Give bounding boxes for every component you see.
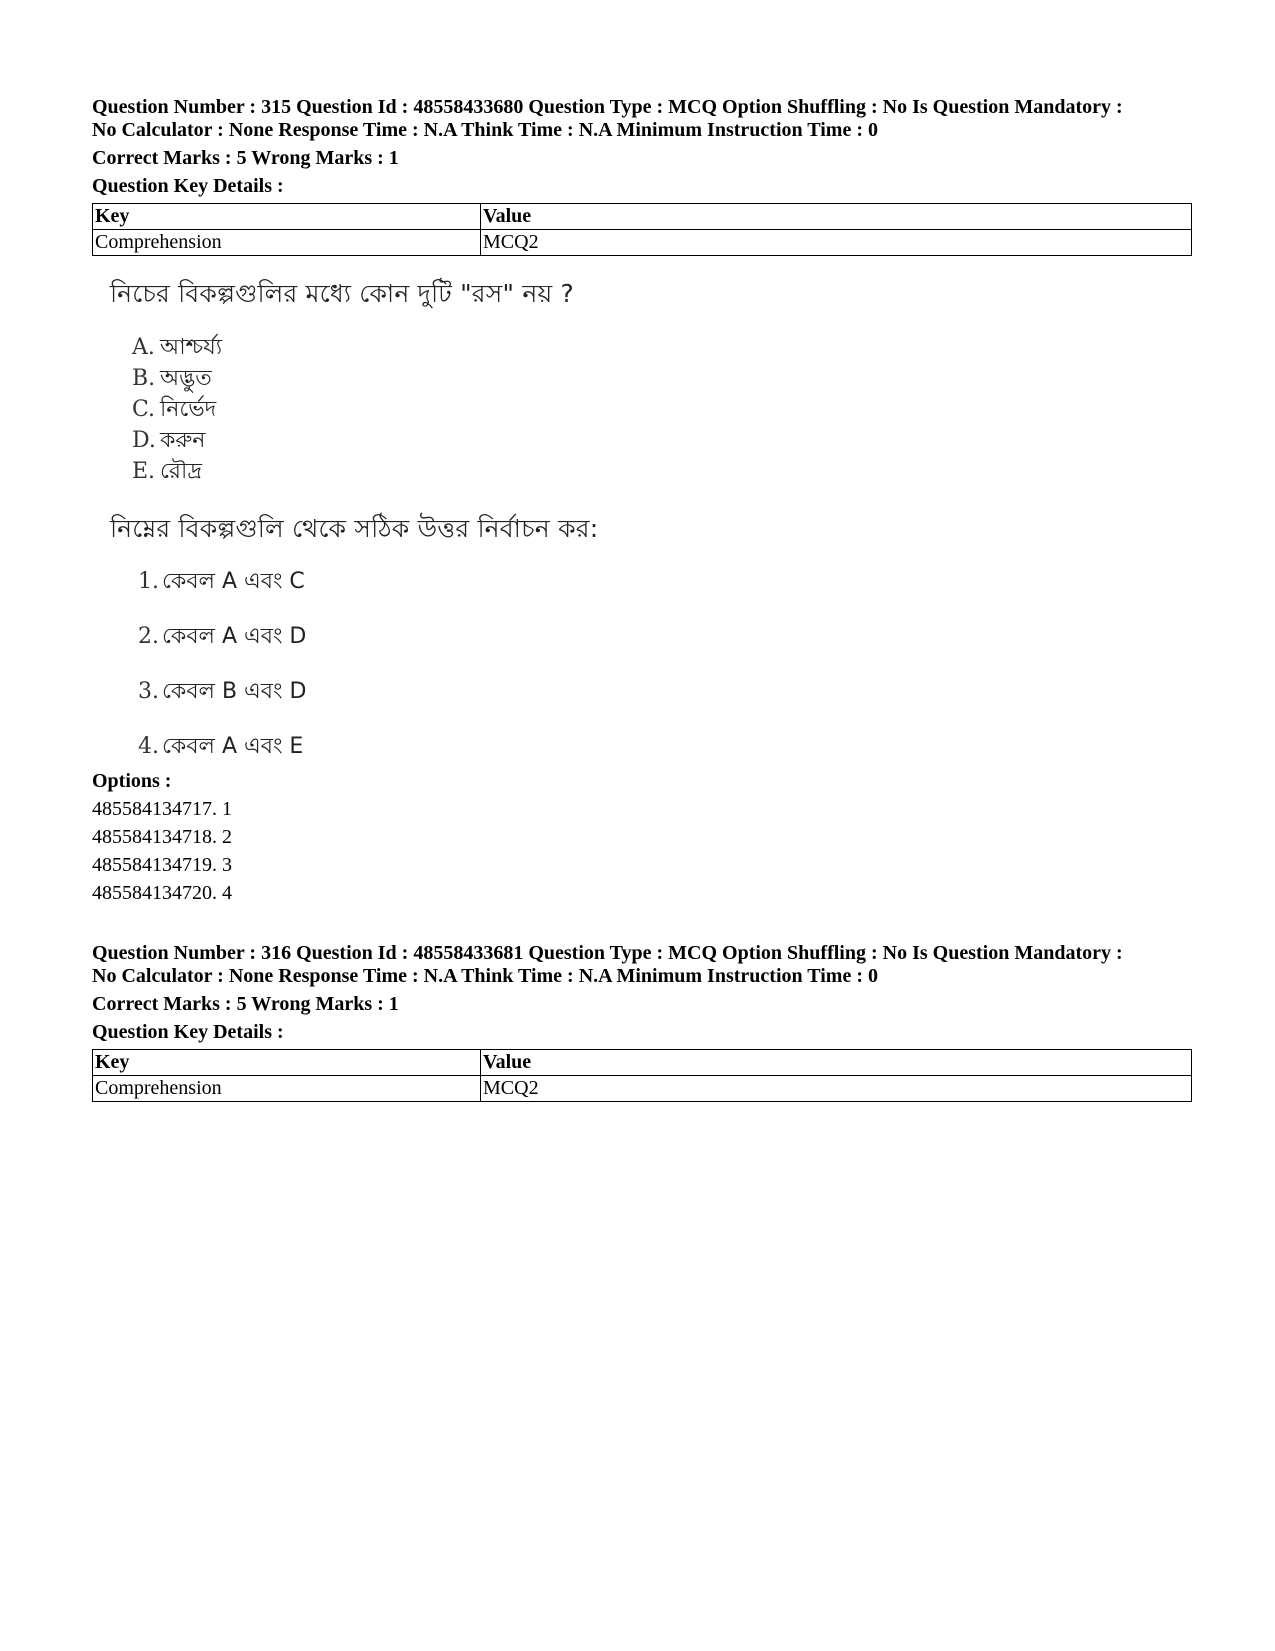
choice-text: কেবল A এবং D: [162, 624, 307, 649]
choice-3: [138, 677, 810, 707]
options-heading: Options :: [92, 770, 172, 792]
statement-d: [132, 425, 810, 456]
choice-label: 2.: [138, 624, 159, 649]
statement-e: [132, 456, 810, 487]
question-meta-line-2: No Calculator : None Response Time : N.A Think Time : N.A Minimum Instruction Time : 0: [92, 965, 878, 987]
choice-text: কেবল A এবং C: [162, 569, 305, 594]
option-3: 485584134719. 3: [92, 854, 232, 876]
option-4: 485584134720. 4: [92, 882, 232, 904]
key-header-cell: Key: [93, 1050, 481, 1076]
key-cell: Comprehension: [93, 230, 481, 256]
question-meta-line-1: Question Number : 315 Question Id : 48558433680 Question Type : MCQ Option Shuffling : No Is Question Mandatory :: [92, 96, 1123, 118]
value-cell: MCQ2: [481, 1076, 1192, 1102]
option-2: 485584134718. 2: [92, 826, 232, 848]
statement-c: [132, 394, 810, 425]
choice-text: কেবল B এবং D: [162, 679, 307, 704]
key-table-row: [93, 230, 1192, 256]
question-316-header: [92, 942, 1192, 1102]
value-header-cell: Value: [481, 1050, 1192, 1076]
statement-text: করুন: [160, 428, 206, 453]
choice-4: [138, 732, 810, 762]
statement-label: E.: [132, 459, 156, 484]
statement-label: A.: [132, 335, 155, 360]
choice-label: 1.: [138, 569, 159, 594]
question-meta-line-2: No Calculator : None Response Time : N.A Think Time : N.A Minimum Instruction Time : 0: [92, 119, 878, 141]
question-marks: Correct Marks : 5 Wrong Marks : 1: [92, 993, 399, 1015]
question-key-details-heading: Question Key Details :: [92, 175, 284, 197]
question-key-table: [92, 203, 1192, 256]
option-1: 485584134717. 1: [92, 798, 232, 820]
choice-2: [138, 622, 810, 652]
choice-label: 3.: [138, 679, 159, 704]
key-table-header-row: [93, 204, 1192, 230]
statement-text: নির্ভেদ: [160, 397, 217, 422]
value-cell: MCQ2: [481, 230, 1192, 256]
question-image: [110, 278, 810, 762]
value-header-cell: Value: [481, 204, 1192, 230]
statement-b: [132, 363, 810, 394]
question-instruction: নিম্নের বিকল্পগুলি থেকে সঠিক উত্তর নির্বাচন কর:: [110, 514, 599, 543]
key-cell: Comprehension: [93, 1076, 481, 1102]
key-table-row: [93, 1076, 1192, 1102]
statement-list: [132, 332, 810, 487]
key-header-cell: Key: [93, 204, 481, 230]
question-key-details-heading: Question Key Details :: [92, 1021, 284, 1043]
choice-text: কেবল A এবং E: [162, 734, 304, 759]
statement-label: B.: [132, 366, 156, 391]
statement-label: D.: [132, 428, 156, 453]
question-key-table: [92, 1049, 1192, 1102]
choice-label: 4.: [138, 734, 159, 759]
statement-a: [132, 332, 810, 363]
choice-1: [138, 567, 810, 597]
key-table-header-row: [93, 1050, 1192, 1076]
options-section: [92, 768, 1192, 907]
statement-label: C.: [132, 397, 156, 422]
choice-list: [138, 567, 810, 762]
statement-text: অদ্ভুত: [160, 366, 212, 391]
question-stem: নিচের বিকল্পগুলির মধ্যে কোন দুটি "রস" নয় ?: [110, 279, 574, 308]
question-marks: Correct Marks : 5 Wrong Marks : 1: [92, 147, 399, 169]
question-meta-line-1: Question Number : 316 Question Id : 48558433681 Question Type : MCQ Option Shuffling : No Is Question Mandatory :: [92, 942, 1123, 964]
statement-text: রৌদ্র: [160, 459, 202, 484]
question-315-header: [92, 96, 1192, 256]
statement-text: আশ্চর্য্য: [160, 335, 223, 360]
